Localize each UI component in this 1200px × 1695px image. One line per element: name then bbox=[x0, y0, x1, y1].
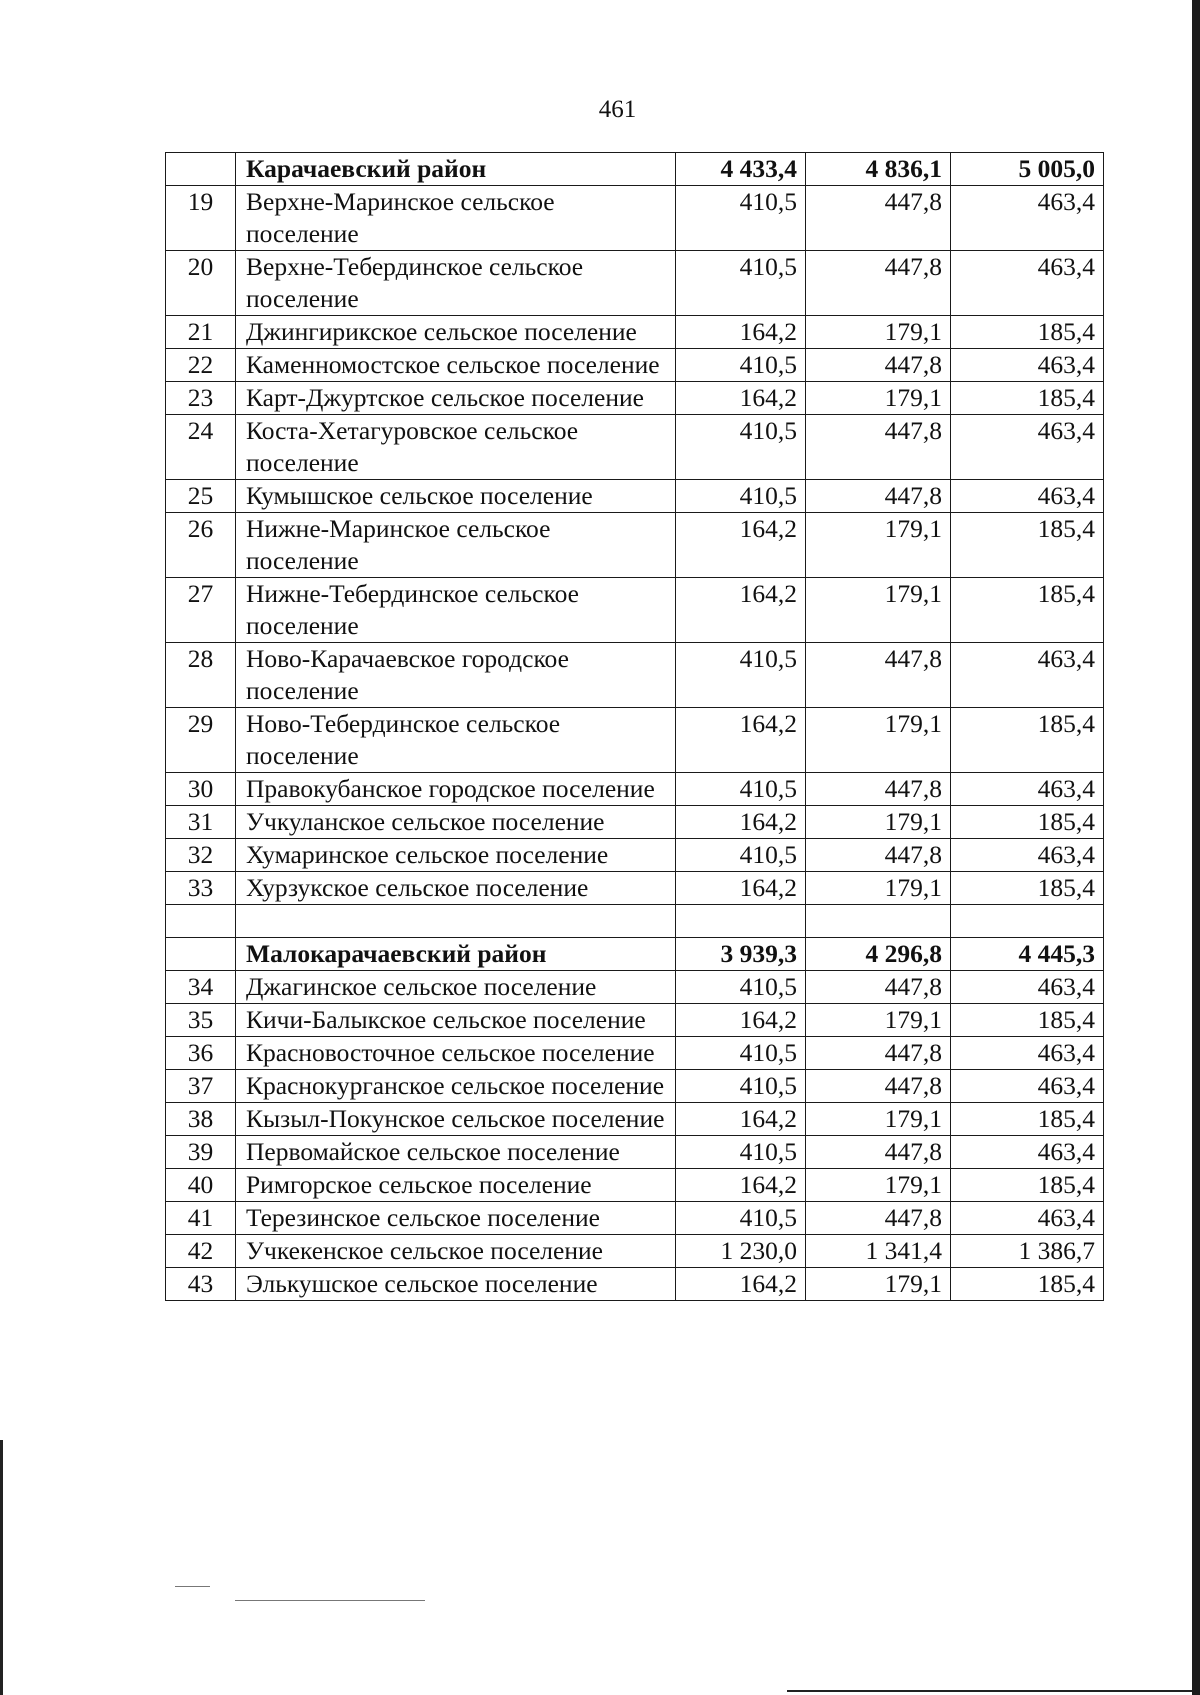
value-cell-3: 463,4 bbox=[951, 971, 1104, 1004]
table-row bbox=[166, 708, 1104, 773]
row-number-cell: 30 bbox=[166, 773, 236, 806]
table-row bbox=[166, 971, 1104, 1004]
table-row bbox=[166, 1070, 1104, 1103]
table-row bbox=[166, 578, 1104, 643]
value-cell-2: 447,8 bbox=[806, 1070, 951, 1103]
value-cell-1: 3 939,3 bbox=[676, 938, 806, 971]
value-cell-2: 179,1 bbox=[806, 1268, 951, 1301]
settlement-name-cell: Правокубанское городское поселение bbox=[236, 773, 676, 806]
settlement-name-cell: Верхне-Маринское сельское поселение bbox=[236, 186, 676, 251]
table-row bbox=[166, 251, 1104, 316]
settlement-name-cell: Нижне-Тебердинское сельское поселение bbox=[236, 578, 676, 643]
value-cell-1: 164,2 bbox=[676, 1169, 806, 1202]
value-cell-2: 447,8 bbox=[806, 1202, 951, 1235]
value-cell-3: 185,4 bbox=[951, 872, 1104, 905]
table-row bbox=[166, 1103, 1104, 1136]
value-cell-2: 1 341,4 bbox=[806, 1235, 951, 1268]
row-number-cell: 22 bbox=[166, 349, 236, 382]
table-row bbox=[166, 806, 1104, 839]
value-cell-3: 185,4 bbox=[951, 806, 1104, 839]
allocation-table-container bbox=[165, 152, 1103, 1301]
value-cell-3: 463,4 bbox=[951, 773, 1104, 806]
value-cell-1: 410,5 bbox=[676, 839, 806, 872]
value-cell-3: 463,4 bbox=[951, 1136, 1104, 1169]
settlement-name-cell: Учкекенское сельское поселение bbox=[236, 1235, 676, 1268]
value-cell-2: 447,8 bbox=[806, 839, 951, 872]
value-cell-3: 4 445,3 bbox=[951, 938, 1104, 971]
value-cell-3: 463,4 bbox=[951, 186, 1104, 251]
value-cell-3: 463,4 bbox=[951, 1070, 1104, 1103]
value-cell-1: 164,2 bbox=[676, 1004, 806, 1037]
value-cell-2: 447,8 bbox=[806, 643, 951, 708]
settlement-name-cell: Кичи-Балыкское сельское поселение bbox=[236, 1004, 676, 1037]
table-row bbox=[166, 1202, 1104, 1235]
value-cell-3: 185,4 bbox=[951, 1169, 1104, 1202]
settlement-name-cell: Учкуланское сельское поселение bbox=[236, 806, 676, 839]
row-number-cell: 43 bbox=[166, 1268, 236, 1301]
scan-edge-bottom bbox=[787, 1690, 1192, 1692]
value-cell-1: 410,5 bbox=[676, 251, 806, 316]
value-cell-2: 179,1 bbox=[806, 513, 951, 578]
row-number-cell: 35 bbox=[166, 1004, 236, 1037]
value-cell-2: 447,8 bbox=[806, 415, 951, 480]
settlement-name-cell: Ново-Карачаевское городское поселение bbox=[236, 643, 676, 708]
value-cell-3: 185,4 bbox=[951, 708, 1104, 773]
value-cell-1: 164,2 bbox=[676, 1268, 806, 1301]
scan-edge-left bbox=[0, 1440, 3, 1695]
row-number-cell: 41 bbox=[166, 1202, 236, 1235]
settlement-name-cell: Карт-Джуртское сельское поселение bbox=[236, 382, 676, 415]
value-cell-1: 164,2 bbox=[676, 708, 806, 773]
row-number-cell: 40 bbox=[166, 1169, 236, 1202]
row-number-cell: 42 bbox=[166, 1235, 236, 1268]
value-cell-2: 4 836,1 bbox=[806, 153, 951, 186]
value-cell-2: 179,1 bbox=[806, 806, 951, 839]
row-number-cell bbox=[166, 905, 236, 938]
district-row bbox=[166, 938, 1104, 971]
value-cell-2: 447,8 bbox=[806, 349, 951, 382]
value-cell-3: 463,4 bbox=[951, 349, 1104, 382]
table-row bbox=[166, 415, 1104, 480]
value-cell-2: 179,1 bbox=[806, 708, 951, 773]
value-cell-3: 185,4 bbox=[951, 382, 1104, 415]
settlement-name-cell: Элькушское сельское поселение bbox=[236, 1268, 676, 1301]
row-number-cell: 25 bbox=[166, 480, 236, 513]
value-cell-2: 179,1 bbox=[806, 382, 951, 415]
scan-mark bbox=[175, 1586, 210, 1587]
value-cell-1: 410,5 bbox=[676, 186, 806, 251]
value-cell-2: 447,8 bbox=[806, 1037, 951, 1070]
value-cell-1 bbox=[676, 905, 806, 938]
settlement-name-cell: Карачаевский район bbox=[236, 153, 676, 186]
value-cell-1: 164,2 bbox=[676, 1103, 806, 1136]
settlement-name-cell: Коста-Хетагуровское сельское поселение bbox=[236, 415, 676, 480]
table-row bbox=[166, 872, 1104, 905]
settlement-name-cell: Краснокурганское сельское поселение bbox=[236, 1070, 676, 1103]
value-cell-3: 185,4 bbox=[951, 578, 1104, 643]
row-number-cell: 23 bbox=[166, 382, 236, 415]
row-number-cell: 39 bbox=[166, 1136, 236, 1169]
value-cell-2: 179,1 bbox=[806, 872, 951, 905]
table-row bbox=[166, 480, 1104, 513]
allocation-table bbox=[165, 152, 1104, 1301]
settlement-name-cell: Нижне-Маринское сельское поселение bbox=[236, 513, 676, 578]
settlement-name-cell: Терезинское сельское поселение bbox=[236, 1202, 676, 1235]
value-cell-2 bbox=[806, 905, 951, 938]
value-cell-2: 447,8 bbox=[806, 480, 951, 513]
value-cell-2: 447,8 bbox=[806, 971, 951, 1004]
value-cell-2: 4 296,8 bbox=[806, 938, 951, 971]
table-row bbox=[166, 773, 1104, 806]
row-number-cell: 32 bbox=[166, 839, 236, 872]
scan-mark bbox=[235, 1600, 425, 1601]
settlement-name-cell: Джагинское сельское поселение bbox=[236, 971, 676, 1004]
value-cell-3: 185,4 bbox=[951, 1103, 1104, 1136]
row-number-cell: 27 bbox=[166, 578, 236, 643]
district-row bbox=[166, 153, 1104, 186]
table-row bbox=[166, 186, 1104, 251]
value-cell-3: 463,4 bbox=[951, 1037, 1104, 1070]
value-cell-3: 463,4 bbox=[951, 1202, 1104, 1235]
value-cell-1: 164,2 bbox=[676, 578, 806, 643]
value-cell-2: 179,1 bbox=[806, 1004, 951, 1037]
row-number-cell: 20 bbox=[166, 251, 236, 316]
table-row bbox=[166, 839, 1104, 872]
row-number-cell: 38 bbox=[166, 1103, 236, 1136]
settlement-name-cell: Римгорское сельское поселение bbox=[236, 1169, 676, 1202]
row-number-cell: 21 bbox=[166, 316, 236, 349]
value-cell-2: 447,8 bbox=[806, 1136, 951, 1169]
value-cell-1: 164,2 bbox=[676, 316, 806, 349]
row-number-cell: 29 bbox=[166, 708, 236, 773]
settlement-name-cell: Кызыл-Покунское сельское поселение bbox=[236, 1103, 676, 1136]
value-cell-2: 179,1 bbox=[806, 316, 951, 349]
table-row bbox=[166, 513, 1104, 578]
table-row bbox=[166, 1235, 1104, 1268]
settlement-name-cell: Хурзукское сельское поселение bbox=[236, 872, 676, 905]
value-cell-1: 410,5 bbox=[676, 971, 806, 1004]
value-cell-2: 179,1 bbox=[806, 578, 951, 643]
value-cell-1: 410,5 bbox=[676, 643, 806, 708]
value-cell-2: 179,1 bbox=[806, 1103, 951, 1136]
settlement-name-cell: Красновосточное сельское поселение bbox=[236, 1037, 676, 1070]
value-cell-3: 185,4 bbox=[951, 1004, 1104, 1037]
settlement-name-cell: Первомайское сельское поселение bbox=[236, 1136, 676, 1169]
value-cell-1: 410,5 bbox=[676, 349, 806, 382]
value-cell-1: 164,2 bbox=[676, 806, 806, 839]
value-cell-3 bbox=[951, 905, 1104, 938]
value-cell-1: 410,5 bbox=[676, 1202, 806, 1235]
value-cell-1: 164,2 bbox=[676, 513, 806, 578]
row-number-cell bbox=[166, 153, 236, 186]
table-row bbox=[166, 382, 1104, 415]
settlement-name-cell: Малокарачаевский район bbox=[236, 938, 676, 971]
settlement-name-cell: Джингирикское сельское поселение bbox=[236, 316, 676, 349]
value-cell-1: 410,5 bbox=[676, 1136, 806, 1169]
table-row bbox=[166, 1136, 1104, 1169]
row-number-cell: 31 bbox=[166, 806, 236, 839]
settlement-name-cell: Верхне-Тебердинское сельское поселение bbox=[236, 251, 676, 316]
value-cell-3: 463,4 bbox=[951, 251, 1104, 316]
table-body bbox=[166, 153, 1104, 1301]
value-cell-1: 164,2 bbox=[676, 872, 806, 905]
value-cell-1: 410,5 bbox=[676, 1070, 806, 1103]
page-number: 461 bbox=[598, 96, 637, 123]
value-cell-3: 463,4 bbox=[951, 839, 1104, 872]
value-cell-2: 447,8 bbox=[806, 773, 951, 806]
row-number-cell: 19 bbox=[166, 186, 236, 251]
value-cell-3: 463,4 bbox=[951, 643, 1104, 708]
row-number-cell: 26 bbox=[166, 513, 236, 578]
value-cell-1: 410,5 bbox=[676, 773, 806, 806]
table-row bbox=[166, 1268, 1104, 1301]
table-row bbox=[166, 349, 1104, 382]
value-cell-1: 164,2 bbox=[676, 382, 806, 415]
spacer-row bbox=[166, 905, 1104, 938]
row-number-cell bbox=[166, 938, 236, 971]
row-number-cell: 37 bbox=[166, 1070, 236, 1103]
table-row bbox=[166, 1169, 1104, 1202]
settlement-name-cell: Каменномостское сельское поселение bbox=[236, 349, 676, 382]
value-cell-3: 463,4 bbox=[951, 415, 1104, 480]
row-number-cell: 28 bbox=[166, 643, 236, 708]
table-row bbox=[166, 316, 1104, 349]
value-cell-1: 410,5 bbox=[676, 1037, 806, 1070]
value-cell-3: 463,4 bbox=[951, 480, 1104, 513]
table-row bbox=[166, 1037, 1104, 1070]
row-number-cell: 24 bbox=[166, 415, 236, 480]
value-cell-3: 185,4 bbox=[951, 513, 1104, 578]
value-cell-3: 1 386,7 bbox=[951, 1235, 1104, 1268]
row-number-cell: 36 bbox=[166, 1037, 236, 1070]
value-cell-1: 410,5 bbox=[676, 480, 806, 513]
value-cell-3: 5 005,0 bbox=[951, 153, 1104, 186]
row-number-cell: 33 bbox=[166, 872, 236, 905]
settlement-name-cell: Кумышское сельское поселение bbox=[236, 480, 676, 513]
value-cell-2: 179,1 bbox=[806, 1169, 951, 1202]
table-row bbox=[166, 643, 1104, 708]
value-cell-3: 185,4 bbox=[951, 1268, 1104, 1301]
value-cell-1: 410,5 bbox=[676, 415, 806, 480]
row-number-cell: 34 bbox=[166, 971, 236, 1004]
value-cell-1: 4 433,4 bbox=[676, 153, 806, 186]
table-row bbox=[166, 1004, 1104, 1037]
scan-edge-right bbox=[1192, 0, 1200, 1695]
settlement-name-cell: Хумаринское сельское поселение bbox=[236, 839, 676, 872]
value-cell-1: 1 230,0 bbox=[676, 1235, 806, 1268]
settlement-name-cell: Ново-Тебердинское сельское поселение bbox=[236, 708, 676, 773]
settlement-name-cell bbox=[236, 905, 676, 938]
value-cell-2: 447,8 bbox=[806, 251, 951, 316]
value-cell-3: 185,4 bbox=[951, 316, 1104, 349]
value-cell-2: 447,8 bbox=[806, 186, 951, 251]
